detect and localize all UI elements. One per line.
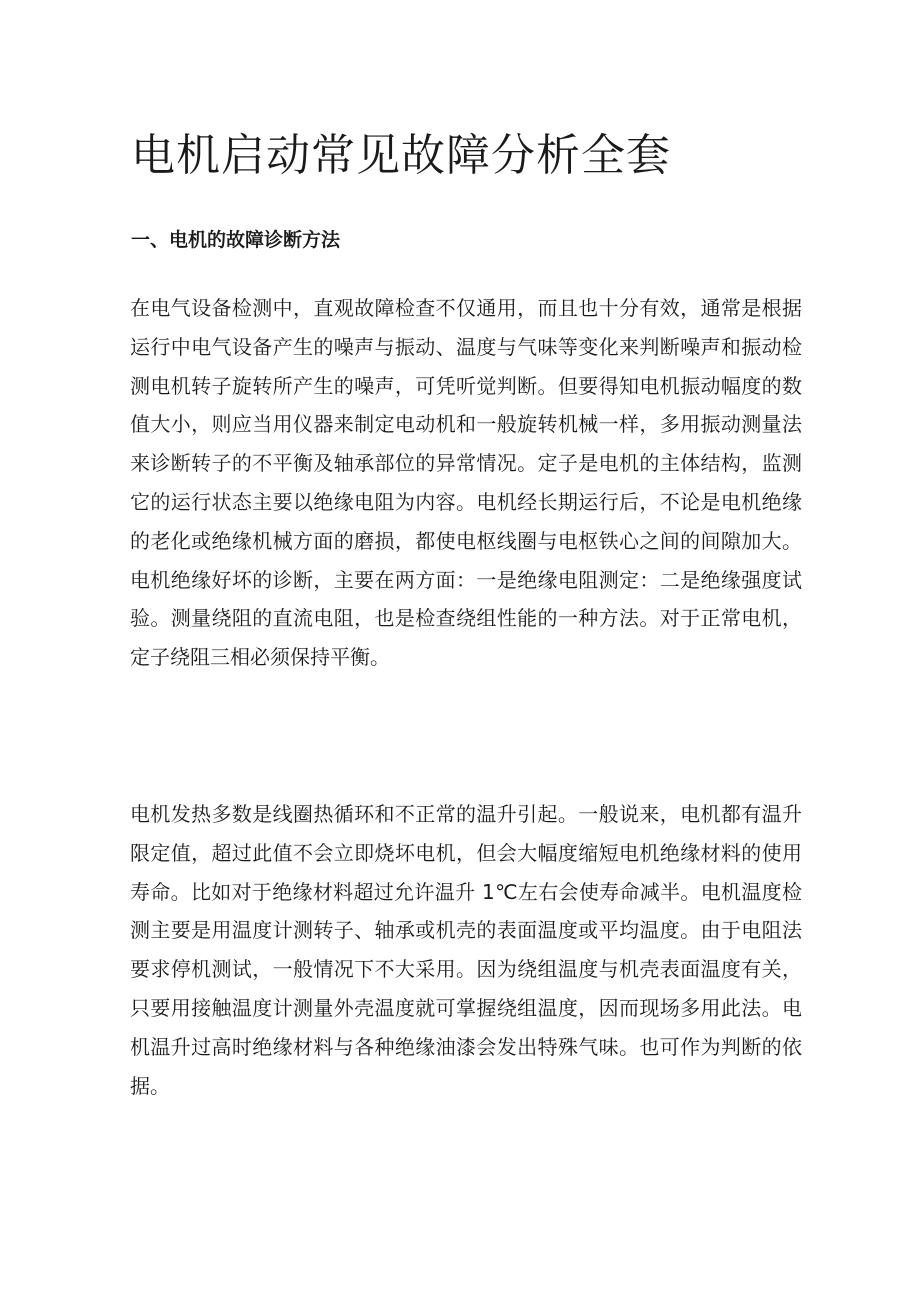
document-title: 电机启动常见故障分析全套 (131, 130, 671, 181)
section-heading: 一、电机的故障诊断方法 (131, 229, 341, 251)
body-paragraph: 在电气设备检测中，直观故障检查不仅通用，而且也十分有效，通常是根据运行中电气设备产生的噪声与振动、温度与气味等变化来判断噪声和振动检测电机转子旋转所产生的噪声，可凭听觉判断。但要得知电机振动幅度的数值大小，则应当用仪器来制定电动机和一般旋转机械一样，多用振动测量法来诊断转子的不平衡及轴承部位的异常情况。定子是电机的主体结构，监测它的运行状态主要以绝缘电阻为内容。电机经长期运行后，不论是电机绝缘的老化或绝缘机械方面的磨损，都使电枢线圈与电枢铁心之间的间隙加大。电机绝缘好坏的诊断，主要在两方面：一是绝缘电阻测定：二是绝缘强度试验。测量绕阻的直流电阻，也是检查绕组性能的一种方法。对于正常电机，定子绕阻三相必须保持平衡。 (130, 296, 802, 670)
body-paragraph: 电机发热多数是线圈热循环和不正常的温升引起。一般说来，电机都有温升限定值，超过此值不会立即烧坏电机，但会大幅度缩短电机绝缘材料的使用寿命。比如对于绝缘材料超过允许温升 1℃左右会使寿命减半。电机温度检测主要是用温度计测转子、轴承或机壳的表面温度或平均温度。由于电阻法要求停机测试，一般情况下不大采用。因为绕组温度与机壳表面温度有关，只要用接触温度计测量外壳温度就可掌握绕组温度，因而现场多用此法。电机温升过高时绝缘材料与各种绝缘油漆会发出特殊气味。也可作为判断的依据。 (130, 802, 802, 1098)
